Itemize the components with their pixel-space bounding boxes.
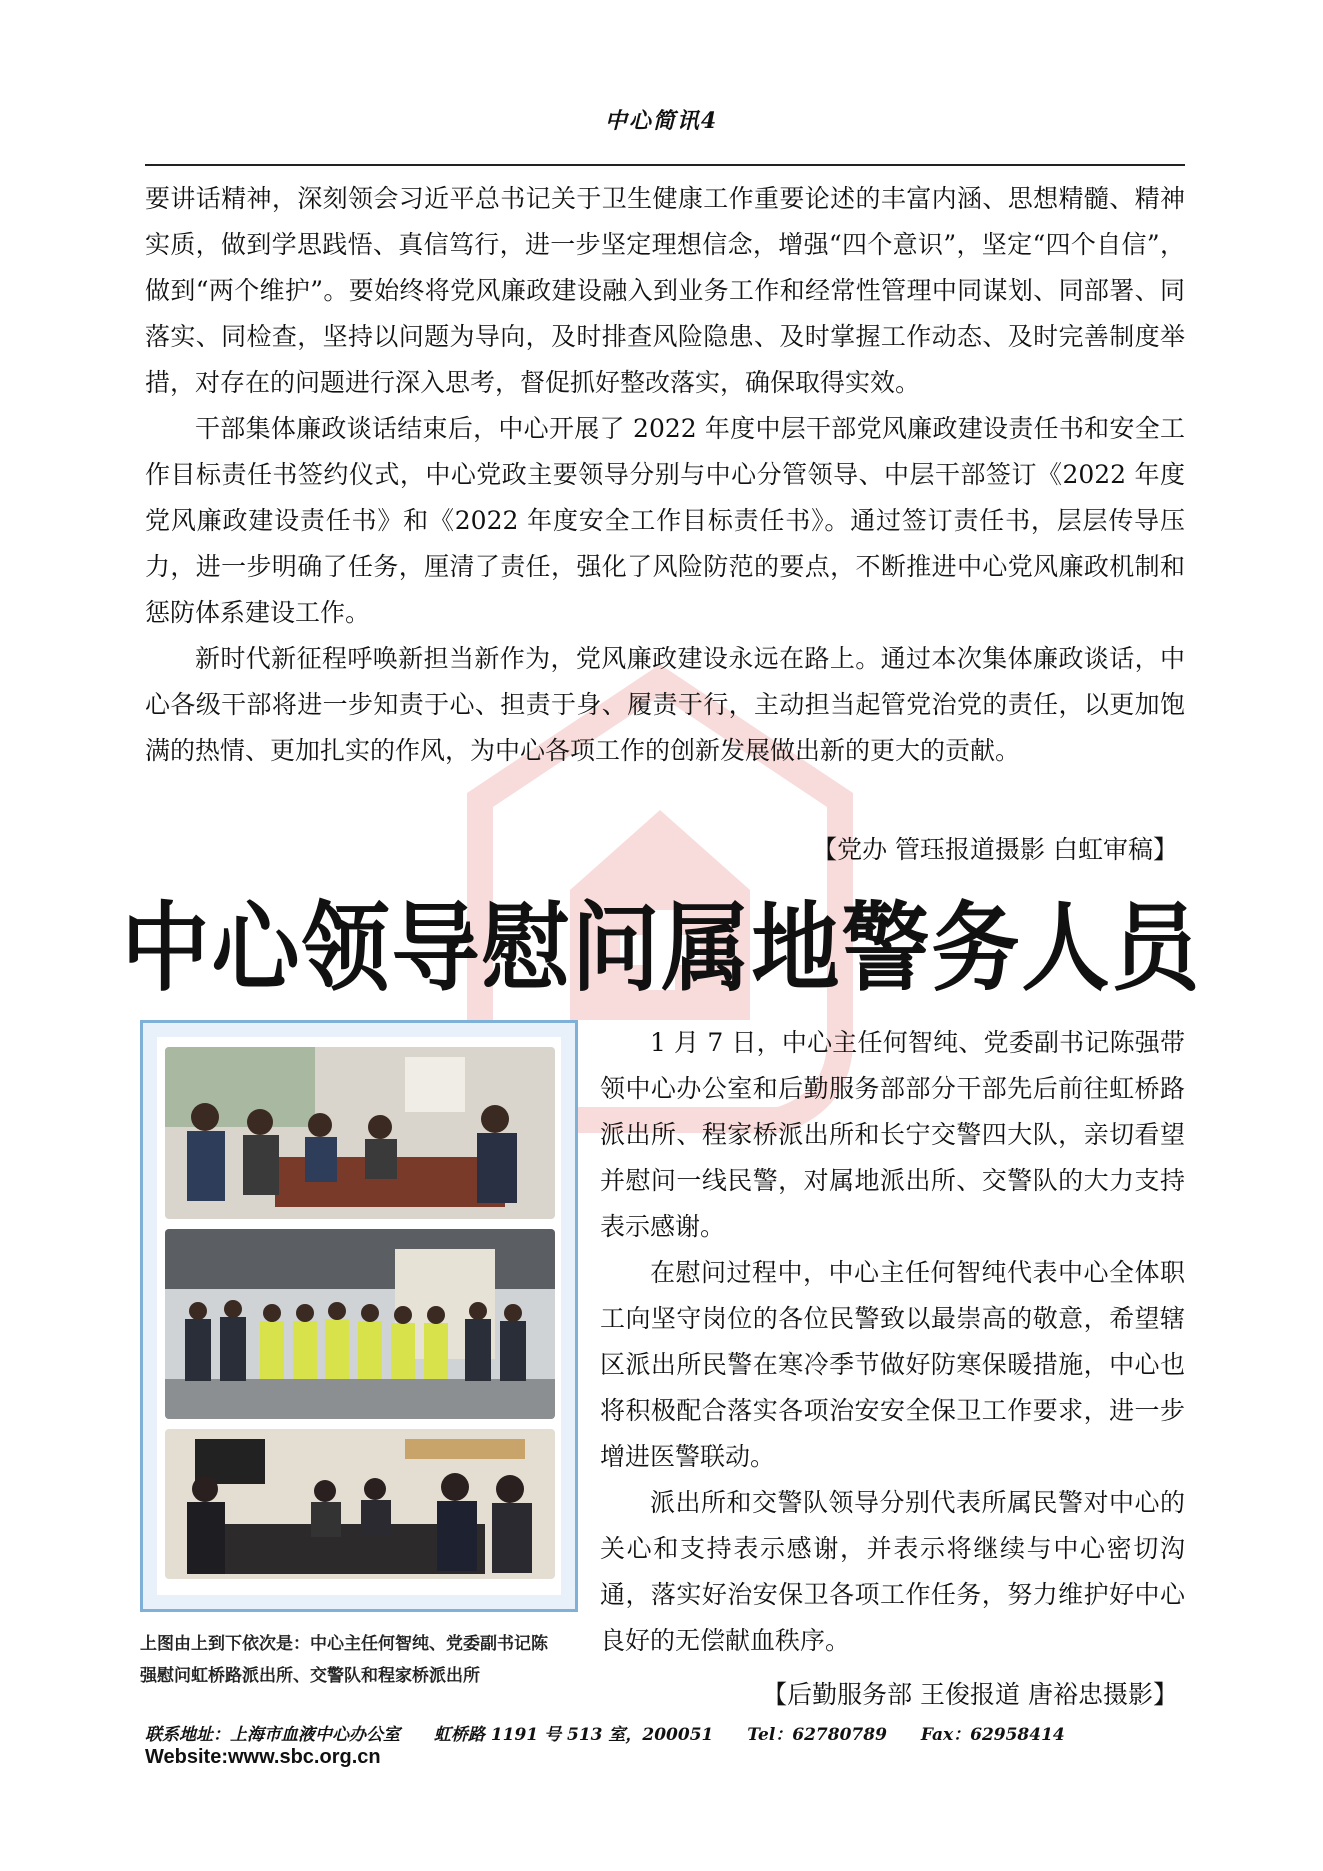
footer-tel: Tel：62780789 (747, 1725, 887, 1745)
photo-police-group (165, 1229, 555, 1419)
article1-paragraph-2: 干部集体廉政谈话结束后，中心开展了 2022 年度中层干部党风廉政建设责任书和安全工作目标责任书签约仪式，中心党政主要领导分别与中心分管领导、中层干部签订《2022 年度党风廉政建设责任书》和《2022 年度安全工作目标责任书》。通过签订责任书，层层传导压力，进一步明确了任务，厘清了责任，强化了风险防范的要点，不断推进中心党风廉政机制和惩防体系建设工作。 (145, 414, 1185, 627)
footer-fax: Fax：62958414 (920, 1725, 1065, 1745)
article1-credit: 【党办 管珏报道摄影 白虹审稿】 (812, 835, 1178, 864)
footer-address: 虹桥路 1191 号 513 室，200051 (433, 1725, 714, 1745)
footer-contact (145, 1720, 1093, 1745)
photo-meeting-room-1 (165, 1047, 555, 1219)
photo-caption: 上图由上到下依次是：中心主任何智纯、党委副书记陈强慰问虹桥路派出所、交警队和程家桥派出所 (140, 1634, 548, 1686)
page-header-title: 中心简讯4 (604, 108, 719, 134)
photo-collage (140, 1020, 578, 1612)
article1-paragraph-1: 要讲话精神，深刻领会习近平总书记关于卫生健康工作重要论述的丰富内涵、思想精髓、精神实质，做到学思践悟、真信笃行，进一步坚定理想信念，增强“四个意识”，坚定“四个自信”，做到“两个维护”。要始终将党风廉政建设融入到业务工作和经常性管理中同谋划、同部署、同落实、同检查，坚持以问题为导向，及时排查风险隐患、及时掌握工作动态、及时完善制度举措，对存在的问题进行深入思考，督促抓好整改落实，确保取得实效。 (145, 184, 1185, 397)
article2-paragraph-1: 1 月 7 日，中心主任何智纯、党委副书记陈强带领中心办公室和后勤服务部部分干部先后前往虹桥路派出所、程家桥派出所和长宁交警四大队，亲切看望并慰问一线民警，对属地派出所、交警队的大力支持表示感谢。 (600, 1028, 1185, 1241)
footer-website[interactable]: Website:www.sbc.org.cn (145, 1746, 381, 1768)
footer-address-label: 联系地址：上海市血液中心办公室 (145, 1725, 400, 1745)
article1-body (145, 176, 1185, 774)
article2-paragraph-3: 派出所和交警队领导分别代表所属民警对中心的关心和支持表示感谢，并表示将继续与中心密切沟通，落实好治安保卫各项工作任务，努力维护好中心良好的无偿献血秩序。 (600, 1488, 1185, 1655)
photo-meeting-room-2 (165, 1429, 555, 1579)
article2-paragraph-2: 在慰问过程中，中心主任何智纯代表中心全体职工向坚守岗位的各位民警致以最崇高的敬意，希望辖区派出所民警在寒冷季节做好防寒保暖措施，中心也将积极配合落实各项治安安全保卫工作要求，进一步增进医警联动。 (600, 1258, 1185, 1471)
article2-credit: 【后勤服务部 王俊报道 唐裕忠摄影】 (762, 1680, 1178, 1709)
article2-body (600, 1020, 1185, 1664)
article1-paragraph-3: 新时代新征程呼唤新担当新作为，党风廉政建设永远在路上。通过本次集体廉政谈话，中心各级干部将进一步知责于心、担责于身、履责于行，主动担当起管党治党的责任，以更加饱满的热情、更加扎实的作风，为中心各项工作的创新发展做出新的更大的贡献。 (145, 644, 1185, 765)
header-divider (145, 164, 1185, 166)
article2-headline: 中心领导慰问属地警务人员 (121, 891, 1202, 1005)
